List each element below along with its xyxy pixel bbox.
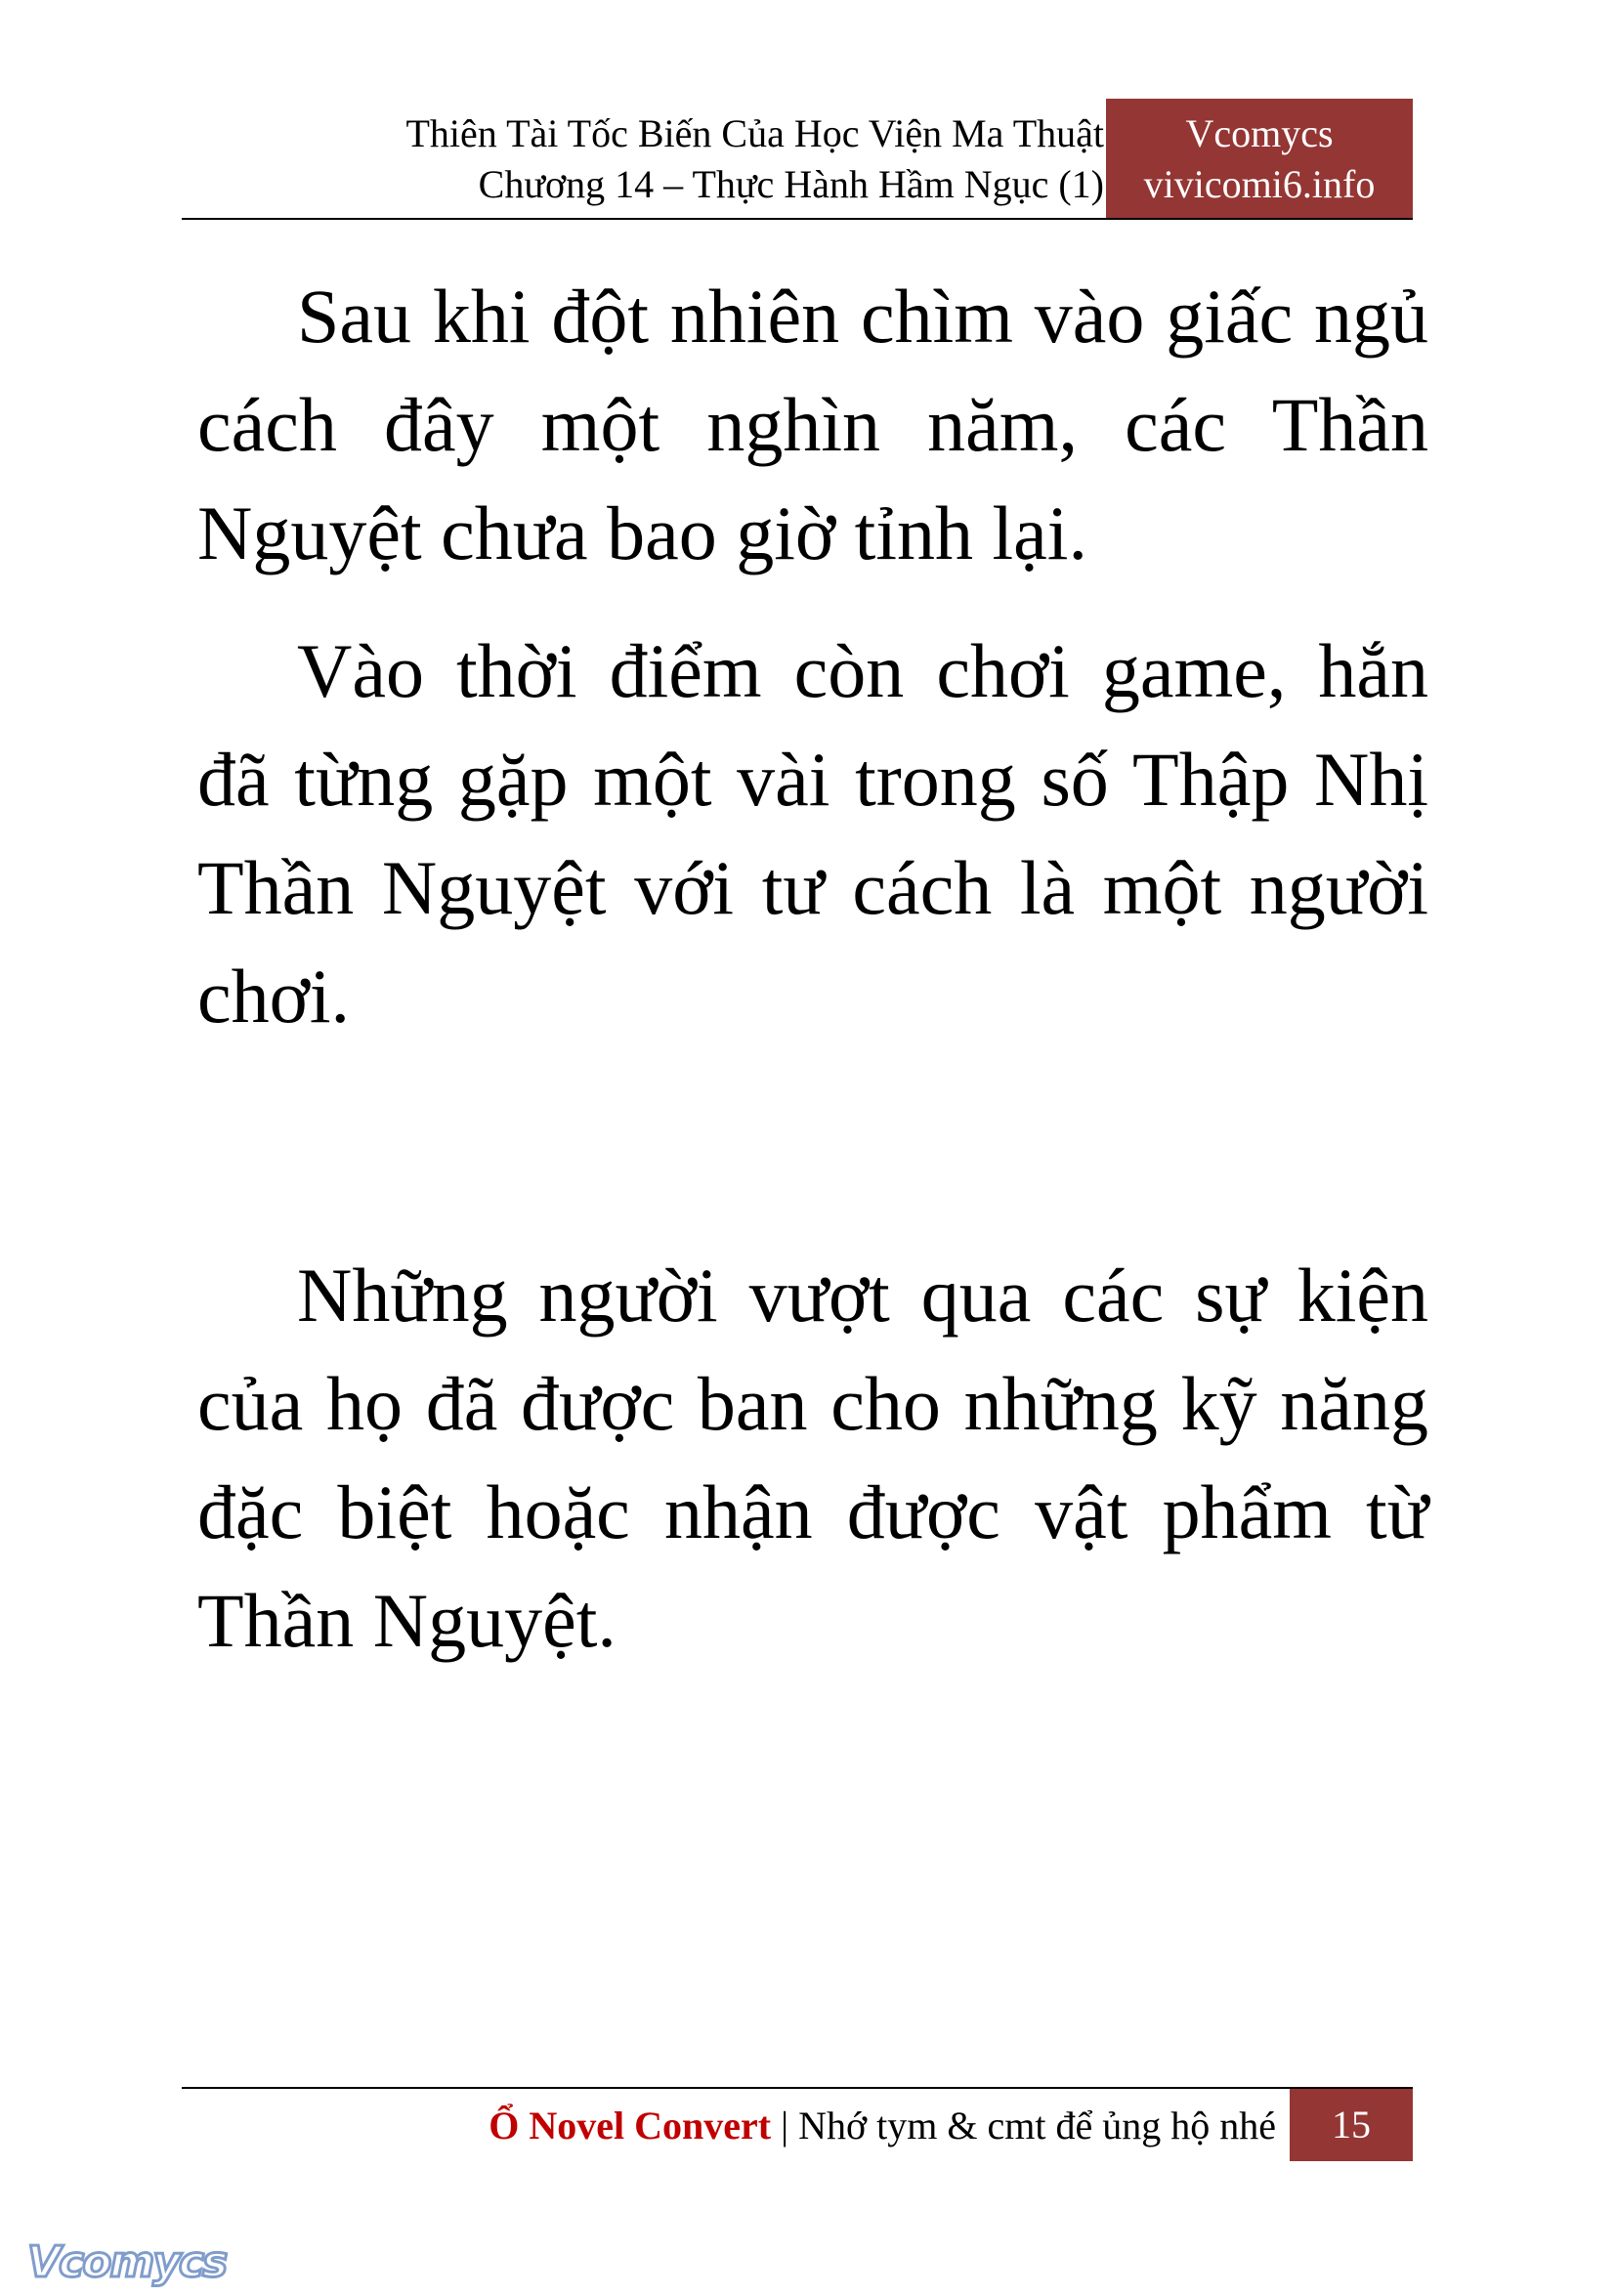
page-number: 15: [1290, 2089, 1413, 2161]
header-titles: [406, 108, 1105, 210]
site-url: vivicomi6.info: [1143, 162, 1376, 206]
footer-note: Nhớ tym & cmt để ủng hộ nhé: [798, 2104, 1276, 2147]
footer-text: [489, 2101, 1276, 2151]
watermark-text: Vcomycs: [27, 2237, 227, 2287]
footer-separator: |: [771, 2104, 799, 2147]
watermark-logo: [23, 2228, 248, 2296]
paragraph: Những người vượt qua các sự kiện của họ đã được ban cho những kỹ năng đặc biệt hoặc nhận được vật phẩm từ Thần Nguyệt.: [197, 1253, 1428, 1663]
book-title: Thiên Tài Tốc Biến Của Học Viện Ma Thuật: [405, 111, 1104, 155]
page-footer: [182, 2087, 1413, 2161]
footer-brand: Ổ Novel Convert: [489, 2104, 772, 2147]
site-name: Vcomycs: [1185, 111, 1334, 155]
chapter-body: [197, 262, 1428, 1675]
chapter-title: Chương 14 – Thực Hành Hầm Ngục (1): [478, 162, 1104, 206]
site-badge: [1106, 99, 1413, 218]
paragraph: Sau khi đột nhiên chìm vào giấc ngủ cách đây một nghìn năm, các Thần Nguyệt chưa bao giờ tỉnh lại.: [197, 274, 1428, 575]
page-header: [182, 99, 1413, 220]
paragraph: Vào thời điểm còn chơi game, hắn đã từng gặp một vài trong số Thập Nhị Thần Nguyệt với tư cách là một người chơi.: [197, 628, 1428, 1039]
